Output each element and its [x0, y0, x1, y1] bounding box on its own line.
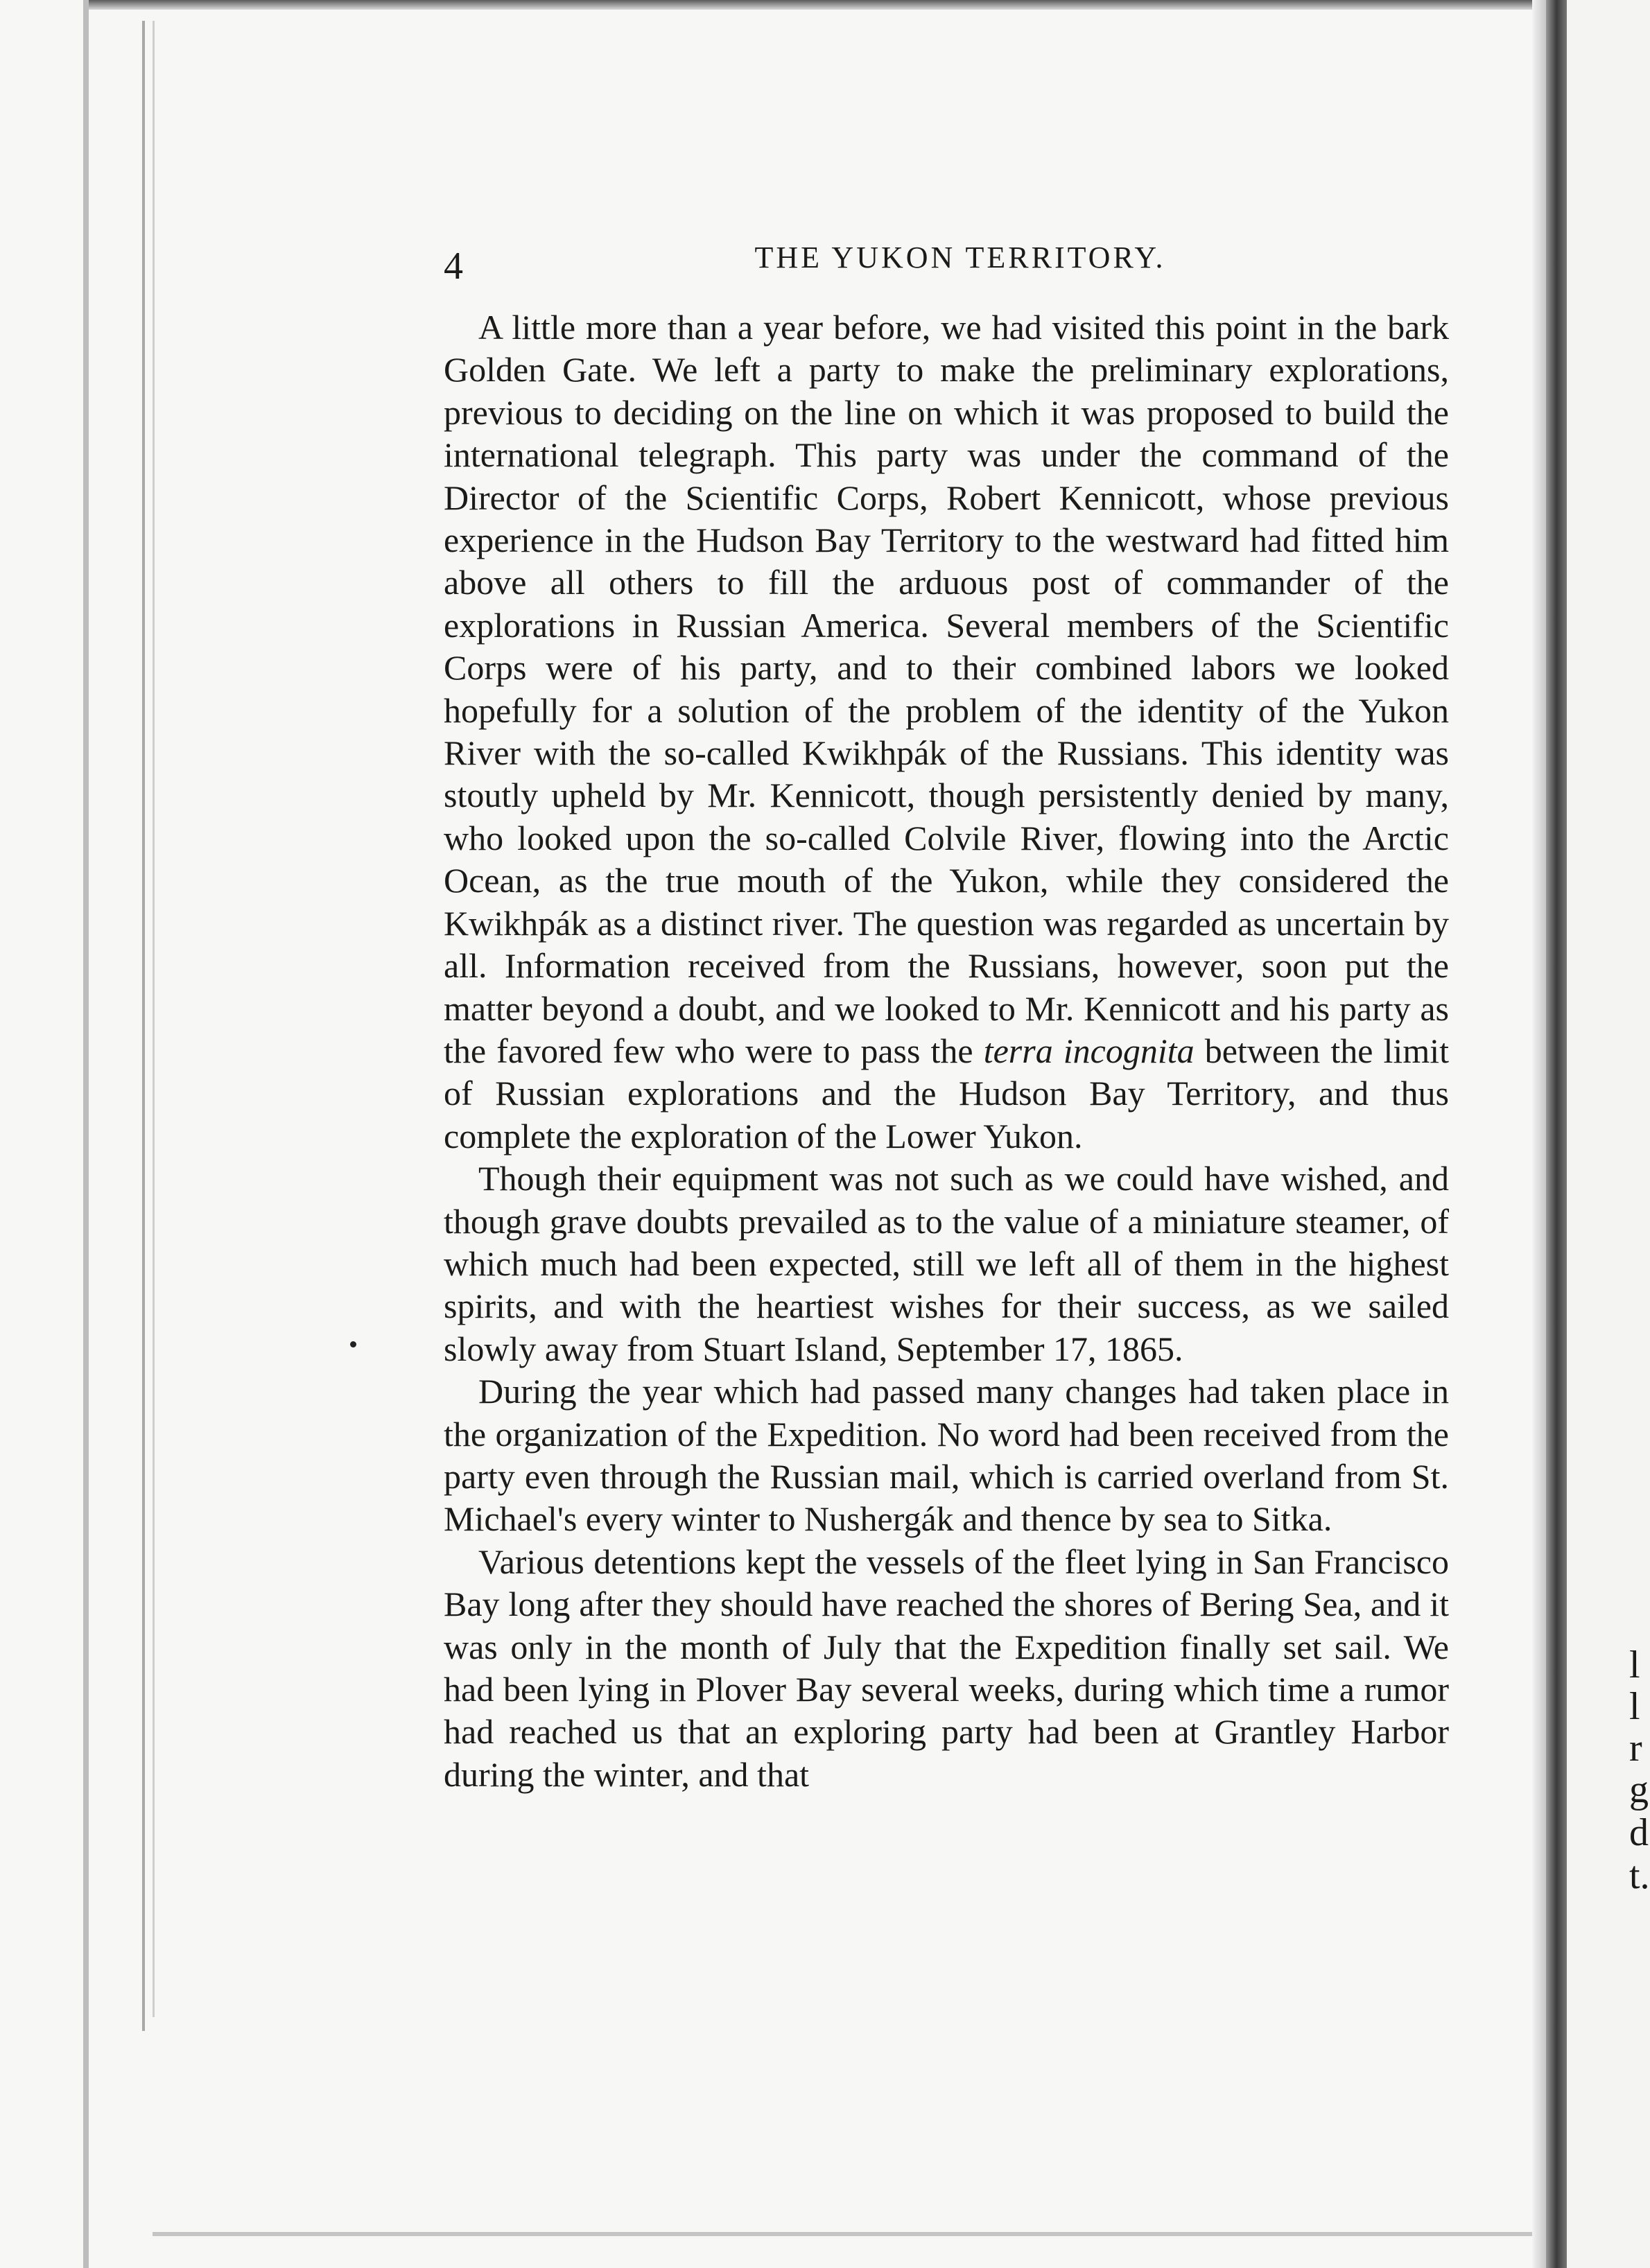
paragraph: Though their equipment was not such as we could have wished, and though grave doubts prevailed as to the value of a miniature steamer, of which much had been expected, still we left all of them in the highest spirits, and with the heartiest wishes for their success, as we sailed slowly away from Stuart Island, September 17, 1865. — [444, 1159, 1449, 1368]
facing-page-fragment: r — [1629, 1727, 1642, 1770]
page-number: 4 — [444, 245, 463, 288]
book-binding-gutter — [1546, 0, 1567, 2268]
paragraph-text-continued: between the limit of Russian explorations and the Hudson Bay Territory, and thus complete the exploration of the Lower Yukon. — [444, 1031, 1449, 1155]
paragraph: Various detentions kept the vessels of the fleet lying in San Francisco Bay long after they should have reached the shores of Bering Sea, and it was only in the month of July that the Expedition finally set sail. We had been lying in Plover Bay several weeks, during which time a rumor had reached us that an exploring party had been at Grantley Harbor during the winter, and that — [444, 1542, 1449, 1794]
page-bottom-edge — [153, 2232, 1546, 2236]
facing-page-fragment: l — [1629, 1685, 1640, 1728]
page-left-rule — [142, 21, 145, 2031]
running-head: THE YUKON TERRITORY. — [754, 241, 1166, 274]
ink-speck — [350, 1341, 356, 1347]
page-top-edge — [83, 0, 1574, 10]
paragraph — [444, 306, 1449, 1158]
italic-phrase: terra incognita — [983, 1031, 1195, 1070]
page-left-rule-inner — [153, 21, 155, 2017]
facing-page-fragment: d — [1629, 1811, 1649, 1854]
page-left-edge — [83, 0, 89, 2268]
facing-page-fragment: l — [1629, 1643, 1640, 1686]
facing-page-strip — [1567, 0, 1650, 2268]
paragraph: During the year which had passed many changes had taken place in the organization of the Expedition. No word had been received from the party even through the Russian mail, which is carried overland from St. Michael's every winter to Nushergák and thence by sea to Sitka. — [444, 1372, 1449, 1539]
paragraph-text: A little more than a year before, we had visited this point in the bark Golden Gate. We left a party to make the preliminary explorations, previous to deciding on the line on which it was proposed to build the international telegraph. This party was under the command of the Director of the Scientific Corps, Robert Kennicott, whose previous experience in the Hudson Bay Territory to the westward had fitted him above all others to fill the arduous post of commander of the explorations in Russian America. Several members of the Scientific Corps were of his party, and to their combined labors we looked hopefully for a solution of the problem of the identity of the Yukon River with the so-called Kwikhpák of the Russians. This identity was stoutly upheld by Mr. Kennicott, though persistently denied by many, who looked upon the so-called Colvile River, flowing into the Arctic Ocean, as the true mouth of the Yukon, while they considered the Kwikhpák as a distinct river. The question was regarded as uncertain by all. Information received from the Russians, however, soon put the matter beyond a doubt, and we looked to Mr. Kennicott and his party as the favored few who were to pass the — [444, 308, 1449, 1070]
binding-highlight — [1532, 0, 1546, 2268]
facing-page-fragment: t. — [1629, 1854, 1650, 1897]
page-body — [444, 306, 1449, 1796]
facing-page-fragment: g — [1629, 1768, 1649, 1811]
